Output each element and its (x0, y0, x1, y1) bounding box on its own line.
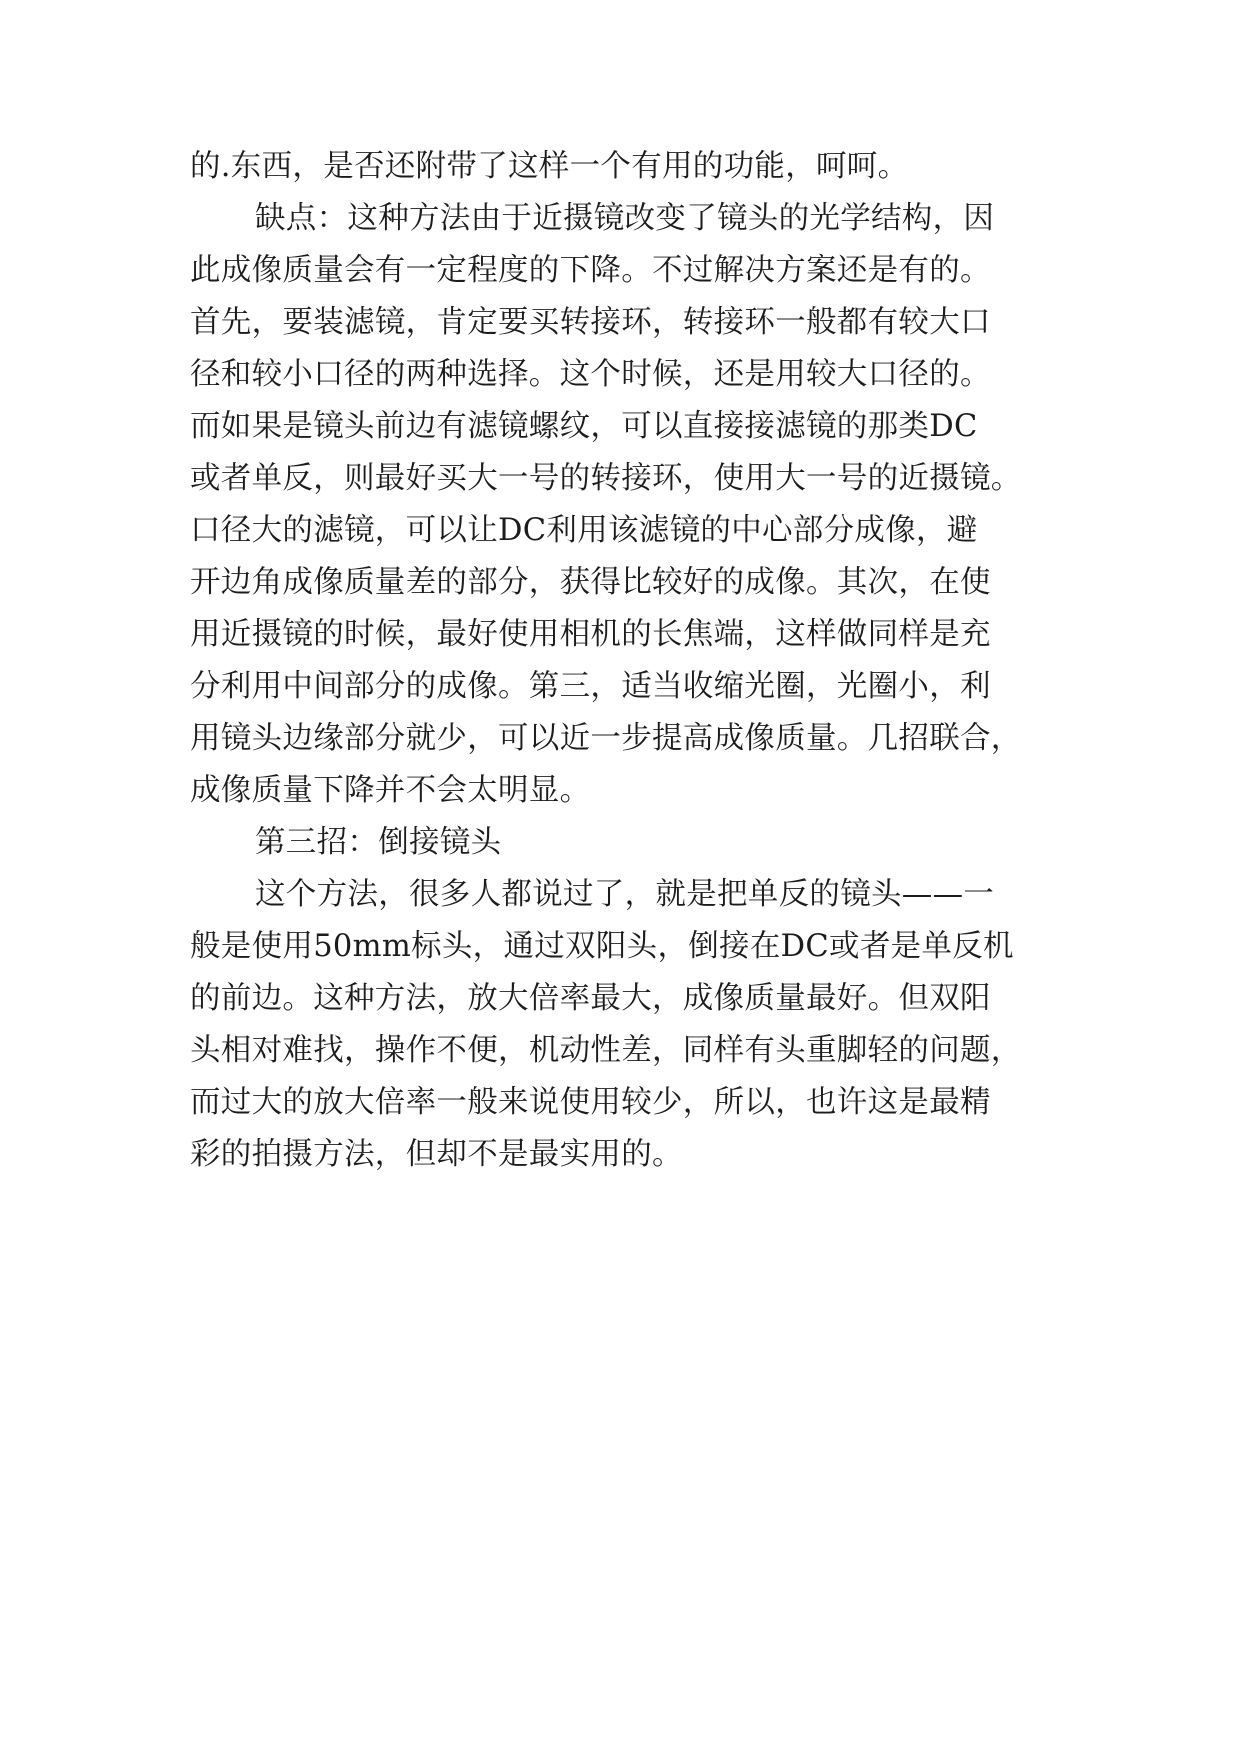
text-line-6: 而如果是镜头前边有滤镜螺纹，可以直接接滤镜的那类DC (190, 409, 978, 444)
text-line-17: 的前边。这种方法，放大倍率最大，成像质量最好。但双阳 (190, 981, 991, 1016)
text-line-10: 用近摄镜的时候，最好使用相机的长焦端，这样做同样是充 (190, 617, 991, 652)
text-line-15: 这个方法，很多人都说过了，就是把单反的镜头——一 (255, 877, 995, 912)
text-line-9: 开边角成像质量差的部分，获得比较好的成像。其次，在使 (190, 565, 991, 600)
text-line-12: 用镜头边缘部分就少，可以近一步提高成像质量。几招联合， (190, 721, 1022, 756)
text-line-4: 首先，要装滤镜，肯定要买转接环，转接环一般都有较大口 (190, 305, 991, 340)
text-line-5: 径和较小口径的两种选择。这个时候，还是用较大口径的。 (190, 357, 991, 392)
text-line-20: 彩的拍摄方法，但却不是最实用的。 (190, 1137, 683, 1172)
text-line-11: 分利用中间部分的成像。第三，适当收缩光圈，光圈小，利 (190, 669, 991, 704)
text-line-1: 的.东西，是否还附带了这样一个有用的功能，呵呵。 (190, 149, 909, 184)
text-line-3: 此成像质量会有一定程度的下降。不过解决方案还是有的。 (190, 253, 991, 288)
section-heading: 第三招：倒接镜头 (255, 825, 502, 860)
text-line-8: 口径大的滤镜，可以让DC利用该滤镜的中心部分成像，避 (190, 513, 978, 548)
text-line-13: 成像质量下降并不会太明显。 (190, 773, 591, 808)
text-line-2: 缺点：这种方法由于近摄镜改变了镜头的光学结构，因 (255, 201, 995, 236)
text-line-18: 头相对难找，操作不便，机动性差，同样有头重脚轻的问题， (190, 1033, 1022, 1068)
text-line-19: 而过大的放大倍率一般来说使用较少，所以，也许这是最精 (190, 1085, 991, 1120)
text-line-7: 或者单反，则最好买大一号的转接环，使用大一号的近摄镜。 (190, 461, 1022, 496)
text-line-16: 般是使用50mm标头，通过双阳头，倒接在DC或者是单反机 (190, 929, 1014, 964)
